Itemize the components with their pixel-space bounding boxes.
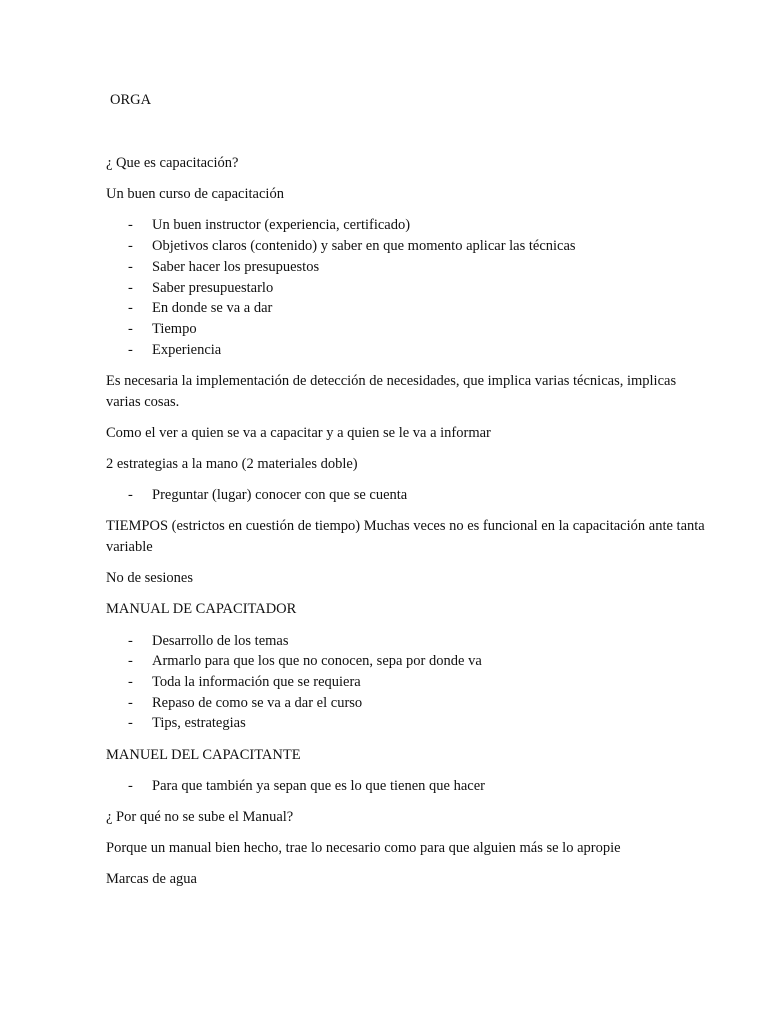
- paragraph-buen-curso: Un buen curso de capacitación: [106, 186, 284, 203]
- list-item: [106, 651, 706, 672]
- dash-bullet: -: [128, 694, 133, 711]
- dash-bullet: -: [128, 632, 133, 649]
- dash-bullet: -: [128, 279, 133, 296]
- list-item: [106, 298, 706, 319]
- list-item: [106, 236, 706, 257]
- question-por-que-no-se-sube: ¿ Por qué no se sube el Manual?: [106, 809, 294, 826]
- list-item: [106, 215, 706, 236]
- dash-bullet: -: [128, 320, 133, 337]
- paragraph-estrategias: 2 estrategias a la mano (2 materiales doble): [106, 455, 358, 472]
- list-item: [106, 278, 706, 299]
- heading-manuel-capacitante: MANUEL DEL CAPACITANTE: [106, 746, 301, 763]
- document-body: [106, 153, 706, 901]
- dash-bullet: -: [128, 258, 133, 275]
- list-item: [106, 713, 706, 734]
- list-item: [106, 340, 706, 361]
- dash-bullet: -: [128, 341, 133, 358]
- paragraph-sesiones: No de sesiones: [106, 570, 193, 587]
- paragraph-como: Como el ver a quien se va a capacitar y a quien se le va a informar: [106, 424, 491, 441]
- list-item-text: Repaso de como se va a dar el curso: [152, 694, 363, 711]
- dash-bullet: -: [128, 777, 133, 794]
- dash-bullet: -: [128, 300, 133, 317]
- list-item-text: Saber presupuestarlo: [152, 279, 274, 296]
- list-item-text: Un buen instructor (experiencia, certificado): [152, 217, 411, 234]
- list-item-text: Preguntar (lugar) conocer con que se cuenta: [152, 487, 408, 504]
- list-item: [106, 776, 706, 797]
- list-item: [106, 672, 706, 693]
- dash-bullet: -: [128, 653, 133, 670]
- paragraph-porque: Porque un manual bien hecho, trae lo necesario como para que alguien más se lo apropie: [106, 840, 621, 857]
- dash-bullet: -: [128, 715, 133, 732]
- dash-bullet: -: [128, 238, 133, 255]
- list-item-text: Armarlo para que los que no conocen, sepa por donde va: [152, 653, 482, 670]
- list-item-text: Tips, estrategias: [152, 715, 246, 732]
- list-item: [106, 319, 706, 340]
- list-item-text: Tiempo: [152, 320, 197, 337]
- list-item-text: Objetivos claros (contenido) y saber en que momento aplicar las técnicas: [152, 238, 576, 255]
- list-item-text: Desarrollo de los temas: [152, 632, 289, 649]
- list-item: [106, 257, 706, 278]
- list-item-text: En donde se va a dar: [152, 300, 273, 317]
- document-title: ORGA: [110, 92, 152, 108]
- list-item-text: Saber hacer los presupuestos: [152, 258, 320, 275]
- list-item: [106, 485, 706, 506]
- list-estrategias: [106, 485, 706, 506]
- list-item-text: Experiencia: [152, 341, 222, 358]
- list-item: [106, 693, 706, 714]
- list-item-text: Toda la información que se requiera: [152, 674, 361, 691]
- question-que-es-capacitacion: ¿ Que es capacitación?: [106, 155, 239, 171]
- dash-bullet: -: [128, 487, 133, 504]
- paragraph-marcas-de-agua: Marcas de agua: [106, 871, 197, 888]
- paragraph-tiempos: TIEMPOS (estrictos en cuestión de tiempo) Muchas veces no es funcional en la capacitación ante tanta variable: [106, 518, 705, 556]
- list-item: [106, 631, 706, 652]
- paragraph-necesaria: Es necesaria la implementación de detección de necesidades, que implica varias técnicas, implicas varias cosas.: [106, 372, 677, 410]
- heading-manual-capacitador: MANUAL DE CAPACITADOR: [106, 601, 297, 618]
- dash-bullet: -: [128, 674, 133, 691]
- list-manual-capacitador: [106, 631, 706, 735]
- dash-bullet: -: [128, 217, 133, 234]
- list-manuel-capacitante: [106, 776, 706, 797]
- list-item-text: Para que también ya sepan que es lo que tienen que hacer: [152, 777, 485, 794]
- list-buen-curso: [106, 215, 706, 360]
